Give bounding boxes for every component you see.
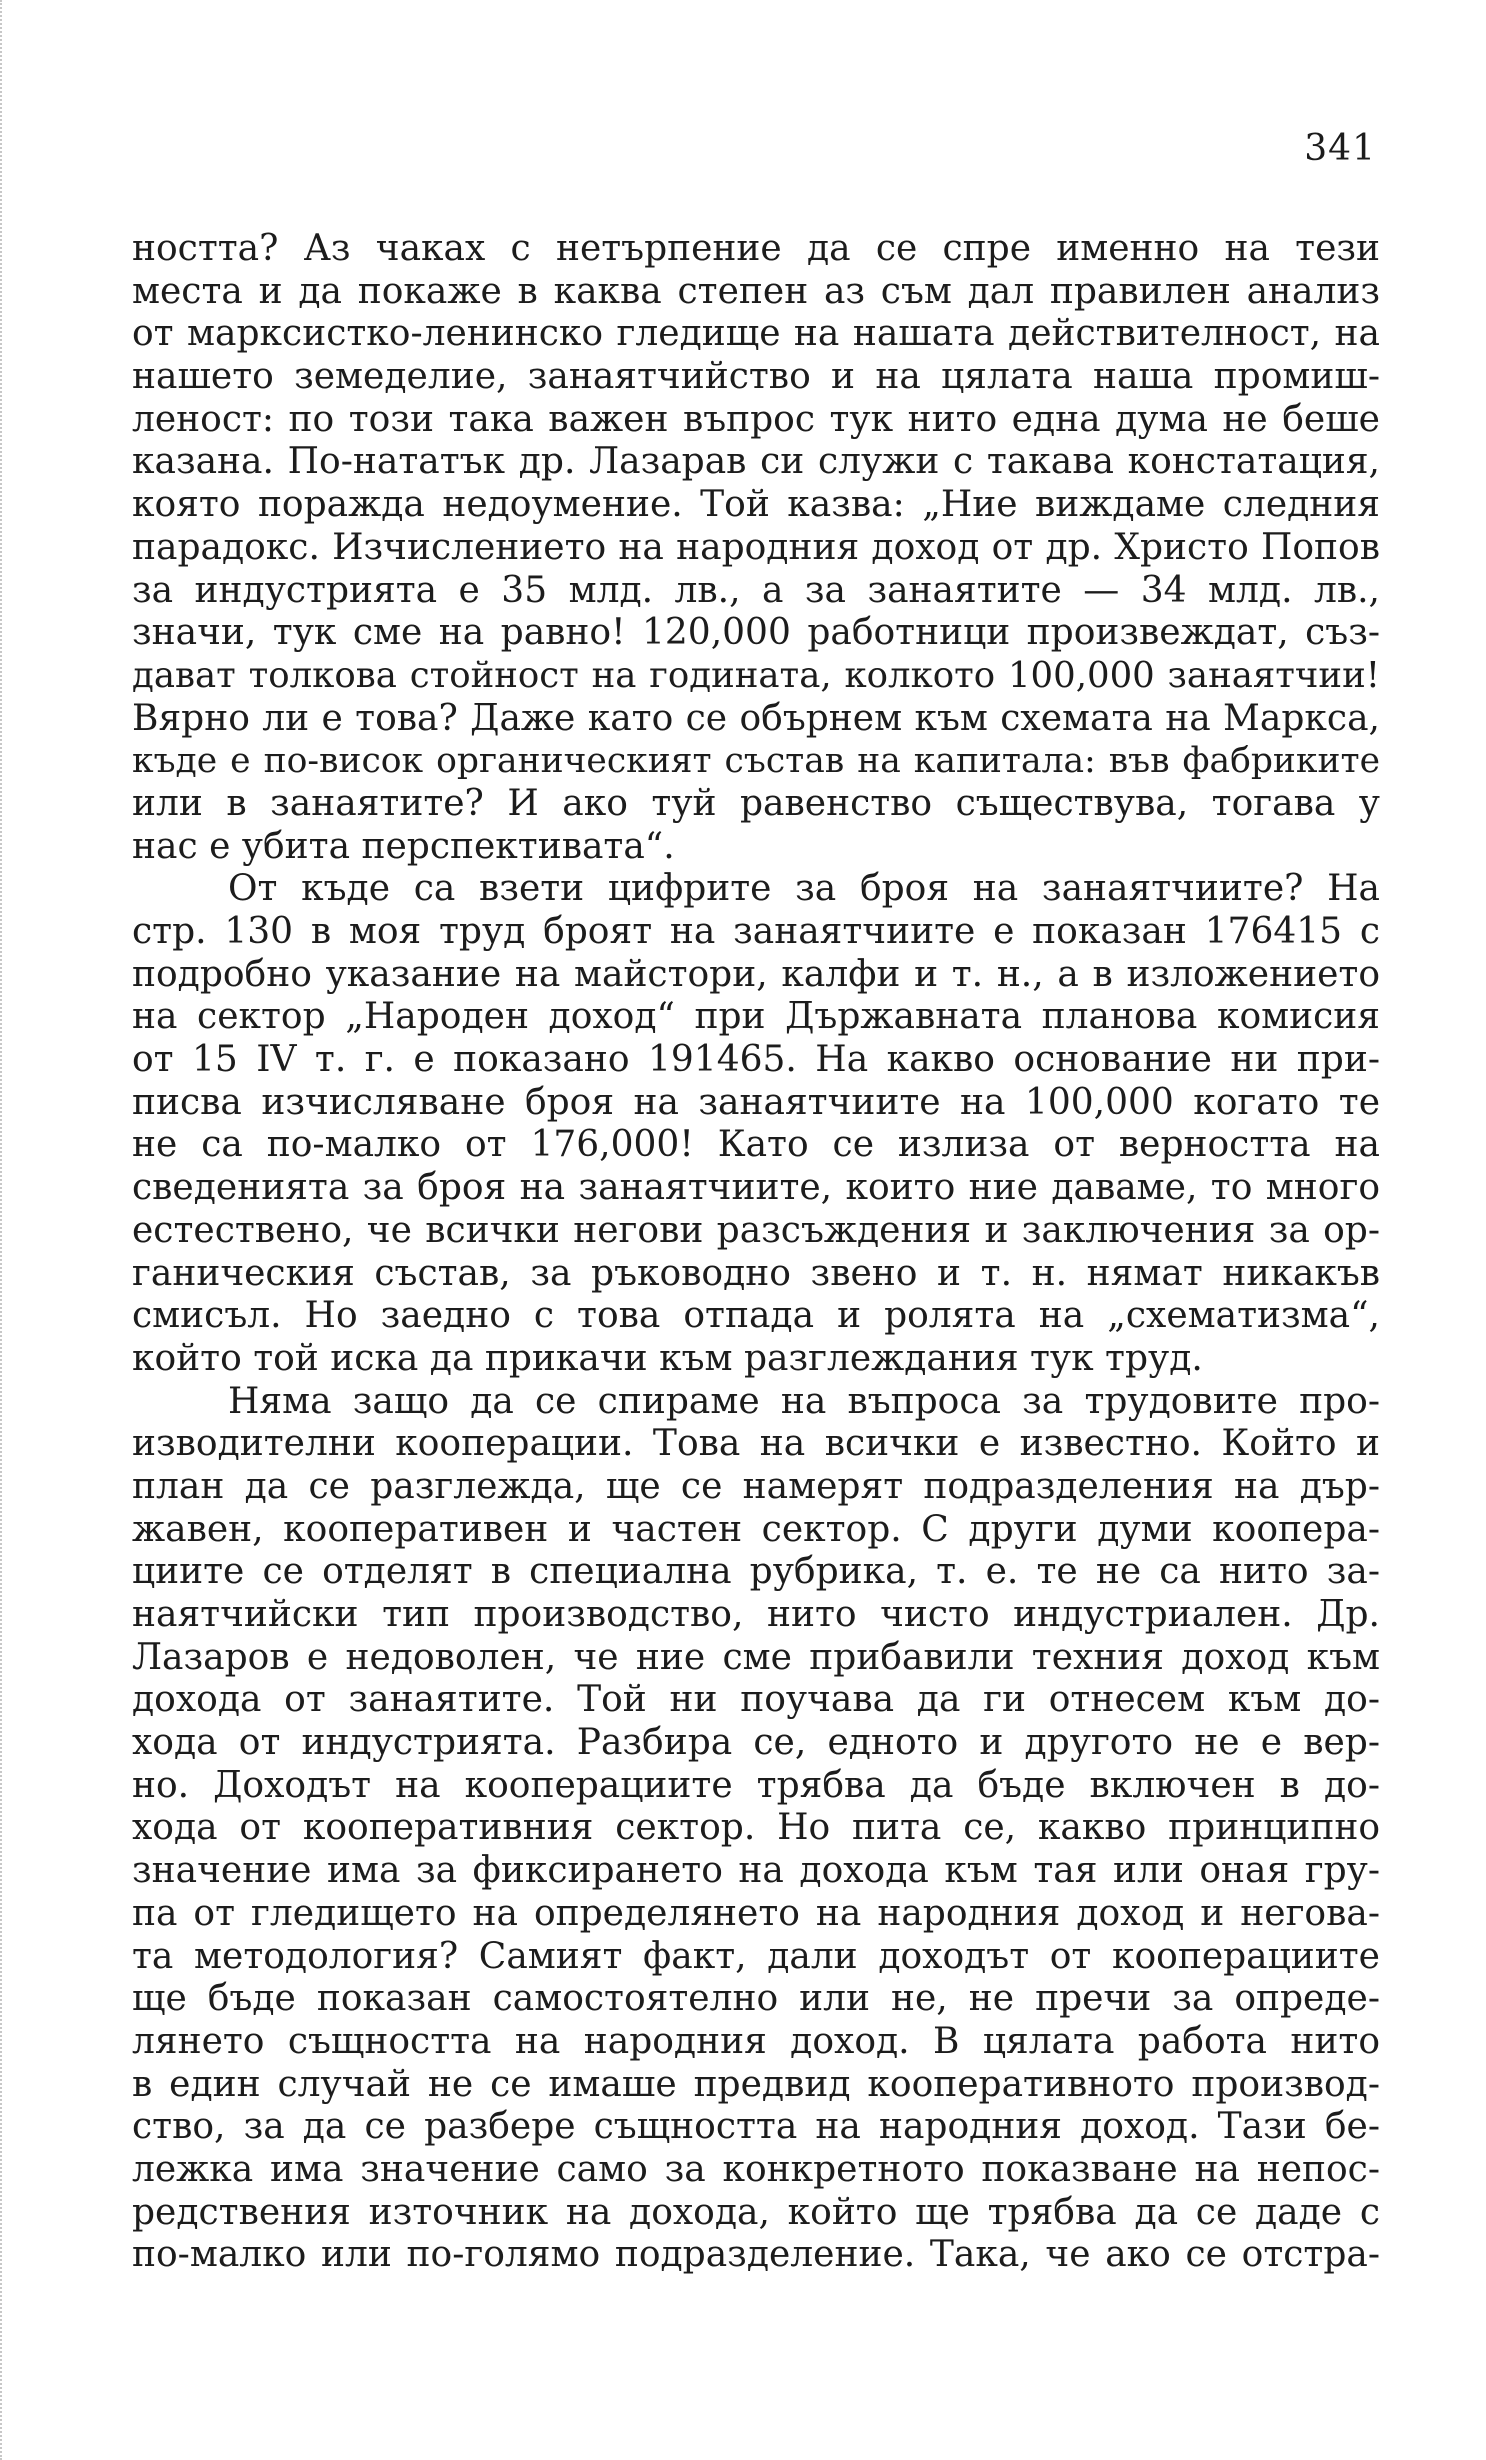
text-line: по-малко или по-голямо подразделение. Така, че ако се отстра- <box>132 2234 1380 2276</box>
text-line: в един случай не се имаше предвид кооперативното производ- <box>132 2063 1380 2105</box>
text-line: от 15 IV т. г. е показано 191465. На какво основание ни при- <box>132 1039 1380 1081</box>
body-text <box>132 228 1380 2277</box>
text-line: наятчийски тип производство, нито чисто индустриален. Др. <box>132 1594 1380 1635</box>
text-line: но. Доходът на кооперациите трябва да бъде включен в до- <box>132 1764 1380 1806</box>
text-line: Лазаров е недоволен, че ние сме прибавили техния доход към <box>132 1636 1380 1678</box>
text-line: хода от индустрията. Разбира се, едното и другото не е вер- <box>132 1722 1380 1764</box>
page-number: 341 <box>1304 128 1376 169</box>
text-line: дават толкова стойност на годината, колкото 100,000 занаятчии! <box>132 654 1380 696</box>
text-line: къде е по-висок органическият състав на капитала: във фабриките <box>132 741 1380 782</box>
text-line: значи, тук сме на равно! 120,000 работници произвеждат, съз- <box>132 612 1380 654</box>
text-line: естествено, че всички негови разсъждения и заключения за ор- <box>132 1209 1380 1251</box>
text-line: сведенията за броя на занаятчиите, които ние даваме, то много <box>132 1167 1380 1209</box>
text-line: ността? Аз чаках с нетърпение да се спре именно на тези <box>132 228 1380 269</box>
text-line: от марксистко-ленинско гледище на нашата действителност, на <box>132 313 1380 355</box>
text-line: не са по-малко от 176,000! Като се излиза от верността на <box>132 1124 1380 1166</box>
text-line: на сектор „Народен доход“ при Държавната планова комисия <box>132 996 1380 1038</box>
text-line: Вярно ли е това? Даже като се обърнем към схемата на Маркса, <box>132 697 1380 739</box>
text-line: писва изчисляване броя на занаятчиите на 100,000 когато те <box>132 1081 1380 1123</box>
text-line: подробно указание на майстори, калфи и т. н., а в изложението <box>132 953 1380 995</box>
text-line: която поражда недоумение. Той казва: „Ние виждаме следния <box>132 484 1380 526</box>
text-line: стр. 130 в моя труд броят на занаятчиите е показан 176415 с <box>132 911 1380 952</box>
text-line: жавен, кооперативен и частен сектор. С други думи коопера- <box>132 1508 1380 1550</box>
text-line: циите се отделят в специална рубрика, т. е. те не са нито за- <box>132 1551 1380 1593</box>
text-line: или в занаятите? И ако туй равенство съществува, тогава у <box>132 782 1380 824</box>
text-line: който той иска да прикачи към разглеждания тук труд. <box>132 1337 1203 1379</box>
text-line: па от гледището на определянето на народния доход и негова- <box>132 1892 1380 1934</box>
text-line: дохода от занаятите. Той ни поучава да ги отнесем към до- <box>132 1679 1380 1721</box>
text-line: казана. По-нататък др. Лазарав си служи с такава констатация, <box>132 441 1380 483</box>
text-line: план да се разглежда, ще се намерят подразделения на дър- <box>132 1465 1380 1507</box>
text-line: лянето същността на народния доход. В цялата работа нито <box>132 2020 1380 2062</box>
text-line: леност: по този така важен въпрос тук нито една дума не беше <box>132 398 1380 440</box>
text-line: Няма защо да се спираме на въпроса за трудовите про- <box>228 1380 1380 1422</box>
page-edge-border <box>0 0 10 2460</box>
text-line: нас е убита перспективата“. <box>132 825 675 867</box>
text-line: лежка има значение само за конкретното показване на непос- <box>132 2148 1380 2190</box>
text-line: значение има за фиксирането на дохода към тая или оная гру- <box>132 1850 1380 1892</box>
text-line: ганическия състав, за ръководно звено и т. н. нямат никакъв <box>132 1252 1380 1294</box>
text-line: парадокс. Изчислението на народния доход от др. Христо Попов <box>132 526 1380 568</box>
text-line: за индустрията е 35 млд. лв., а за занаятите — 34 млд. лв., <box>132 569 1380 611</box>
text-line: хода от кооперативния сектор. Но пита се, какво принципно <box>132 1807 1380 1849</box>
text-line: смисъл. Но заедно с това отпада и ролята на „схематизма“, <box>132 1295 1380 1337</box>
text-line: ство, за да се разбере същността на народния доход. Тази бе- <box>132 2106 1380 2148</box>
text-line: та методология? Самият факт, дали доходът от кооперациите <box>132 1935 1380 1977</box>
text-line: нашето земеделие, занаятчийство и на цялата наша промиш- <box>132 356 1380 398</box>
text-line: места и да покаже в каква степен аз съм дал правилен анализ <box>132 270 1380 312</box>
text-line: От къде са взети цифрите за броя на занаятчиите? На <box>228 868 1380 910</box>
text-line: ще бъде показан самостоятелно или не, не пречи за опреде- <box>132 1978 1380 2020</box>
text-line: редствения източник на дохода, който ще трябва да се даде с <box>132 2191 1380 2233</box>
text-line: изводителни кооперации. Това на всички е известно. Който и <box>132 1423 1380 1465</box>
